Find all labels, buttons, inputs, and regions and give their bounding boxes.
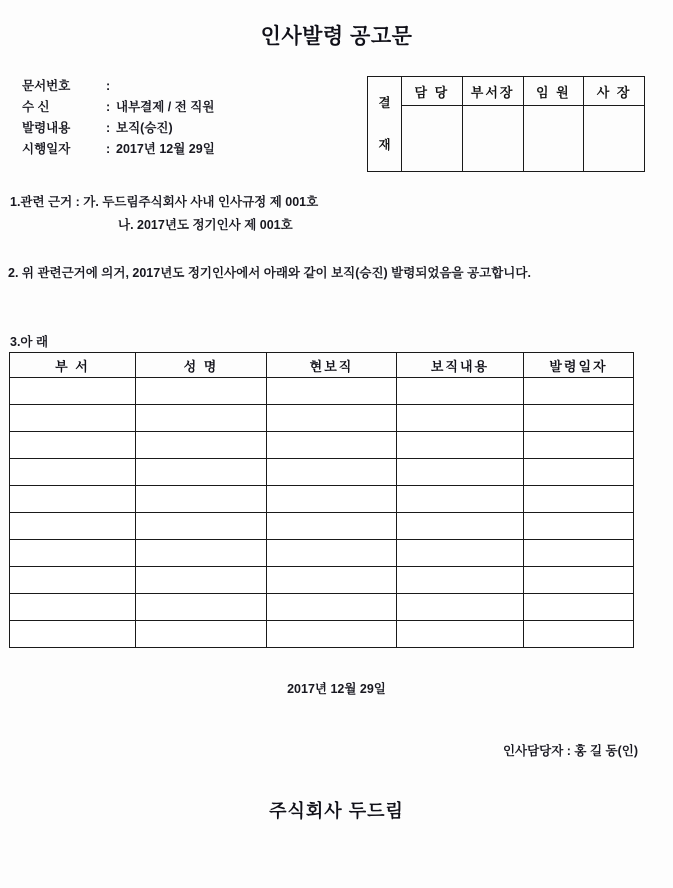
cell-position-detail[interactable] xyxy=(397,405,524,432)
clause-1-line-b: 나. 2017년도 정기인사 제 001호 xyxy=(118,218,293,232)
page-title: 인사발령 공고문 xyxy=(260,25,413,48)
meta-colon-recipient: : xyxy=(106,100,111,114)
personnel-table xyxy=(9,352,634,648)
approval-signature-dept-head[interactable] xyxy=(463,106,524,171)
cell-department[interactable] xyxy=(10,432,136,459)
column-header-department: 부 서 xyxy=(10,353,136,378)
approval-column-president: 사 장 xyxy=(596,84,632,100)
meta-row-effective-date xyxy=(22,139,215,160)
table-row xyxy=(10,486,634,513)
cell-position-detail[interactable] xyxy=(397,621,524,648)
cell-order-date[interactable] xyxy=(524,378,634,405)
meta-label-doc-number: 문서번호 xyxy=(22,79,71,93)
cell-order-date[interactable] xyxy=(524,432,634,459)
table-row xyxy=(10,594,634,621)
approval-header-row xyxy=(402,77,644,106)
cell-current-position[interactable] xyxy=(267,432,397,459)
cell-order-date[interactable] xyxy=(524,405,634,432)
cell-order-date[interactable] xyxy=(524,513,634,540)
meta-colon-doc-number: : xyxy=(106,79,111,93)
table-row xyxy=(10,621,634,648)
header-meta-block xyxy=(22,76,215,160)
meta-value-recipient: 내부결제 / 전 직원 xyxy=(116,100,215,114)
column-header-name: 성 명 xyxy=(136,353,267,378)
cell-order-date[interactable] xyxy=(524,594,634,621)
cell-name[interactable] xyxy=(136,486,267,513)
cell-department[interactable] xyxy=(10,594,136,621)
cell-name[interactable] xyxy=(136,621,267,648)
cell-current-position[interactable] xyxy=(267,405,397,432)
meta-label-effective-date: 시행일자 xyxy=(22,142,71,156)
cell-position-detail[interactable] xyxy=(397,594,524,621)
column-header-position-detail: 보직내용 xyxy=(397,353,524,378)
cell-current-position[interactable] xyxy=(267,459,397,486)
cell-order-date[interactable] xyxy=(524,621,634,648)
approval-grid xyxy=(402,77,644,171)
approval-column-staff: 담 당 xyxy=(402,77,463,105)
table-row xyxy=(10,378,634,405)
meta-row-recipient xyxy=(22,97,215,118)
cell-current-position[interactable] xyxy=(267,567,397,594)
approval-signature-executive[interactable] xyxy=(524,106,585,171)
cell-department[interactable] xyxy=(10,486,136,513)
column-header-current-position: 현보직 xyxy=(267,353,397,378)
cell-position-detail[interactable] xyxy=(397,378,524,405)
clause-2: 2. 위 관련근거에 의거, 2017년도 정기인사에서 아래와 같이 보직(승진) 발령되었음을 공고합니다. xyxy=(8,266,531,280)
cell-department[interactable] xyxy=(10,540,136,567)
cell-current-position[interactable] xyxy=(267,540,397,567)
approval-signature-staff[interactable] xyxy=(402,106,463,171)
meta-label-recipient: 수 신 xyxy=(22,100,50,114)
meta-value-order-content: 보직(승진) xyxy=(116,121,173,135)
footer-date: 2017년 12월 29일 xyxy=(287,682,386,696)
cell-position-detail[interactable] xyxy=(397,513,524,540)
cell-position-detail[interactable] xyxy=(397,432,524,459)
cell-order-date[interactable] xyxy=(524,459,634,486)
cell-department[interactable] xyxy=(10,621,136,648)
cell-current-position[interactable] xyxy=(267,621,397,648)
column-header-order-date: 발령일자 xyxy=(524,353,634,378)
cell-order-date[interactable] xyxy=(524,567,634,594)
cell-position-detail[interactable] xyxy=(397,459,524,486)
cell-department[interactable] xyxy=(10,378,136,405)
approval-signature-row xyxy=(402,106,644,171)
table-row xyxy=(10,540,634,567)
meta-colon-order-content: : xyxy=(106,121,111,135)
cell-department[interactable] xyxy=(10,405,136,432)
cell-current-position[interactable] xyxy=(267,594,397,621)
cell-name[interactable] xyxy=(136,540,267,567)
cell-name[interactable] xyxy=(136,567,267,594)
table-row xyxy=(10,459,634,486)
table-row xyxy=(10,513,634,540)
cell-current-position[interactable] xyxy=(267,513,397,540)
cell-name[interactable] xyxy=(136,459,267,486)
cell-position-detail[interactable] xyxy=(397,540,524,567)
cell-department[interactable] xyxy=(10,459,136,486)
cell-name[interactable] xyxy=(136,432,267,459)
cell-current-position[interactable] xyxy=(267,378,397,405)
table-row xyxy=(10,432,634,459)
meta-label-order-content: 발령내용 xyxy=(22,121,71,135)
cell-position-detail[interactable] xyxy=(397,567,524,594)
cell-name[interactable] xyxy=(136,594,267,621)
cell-department[interactable] xyxy=(10,513,136,540)
cell-order-date[interactable] xyxy=(524,540,634,567)
footer-company-name: 주식회사 두드림 xyxy=(269,801,404,821)
approval-label-top: 결 xyxy=(378,96,391,110)
approval-label-bottom: 재 xyxy=(378,138,391,152)
table-row xyxy=(10,567,634,594)
clause-1-line-a: 1.관련 근거 : 가. 두드림주식회사 사내 인사규정 제 001호 xyxy=(10,195,319,209)
footer-signer: 인사담당자 : 홍 길 동(인) xyxy=(502,744,638,758)
meta-value-effective-date: 2017년 12월 29일 xyxy=(116,142,215,156)
approval-column-executive: 임 원 xyxy=(524,77,585,105)
approval-column-dept-head: 부서장 xyxy=(463,77,524,105)
cell-current-position[interactable] xyxy=(267,486,397,513)
approval-signature-president[interactable] xyxy=(584,106,644,171)
clause-3-below-label: 3.아 래 xyxy=(10,335,49,349)
cell-order-date[interactable] xyxy=(524,486,634,513)
meta-row-order-content xyxy=(22,118,215,139)
personnel-table-head xyxy=(10,353,634,378)
cell-position-detail[interactable] xyxy=(397,486,524,513)
table-header-row xyxy=(10,353,634,378)
personnel-table-body xyxy=(10,378,634,648)
approval-box-label xyxy=(368,77,402,171)
meta-row-doc-number xyxy=(22,76,215,97)
cell-department[interactable] xyxy=(10,567,136,594)
approval-box xyxy=(367,76,645,172)
meta-colon-effective-date: : xyxy=(106,142,111,156)
cell-name[interactable] xyxy=(136,513,267,540)
cell-name[interactable] xyxy=(136,378,267,405)
table-row xyxy=(10,405,634,432)
cell-name[interactable] xyxy=(136,405,267,432)
